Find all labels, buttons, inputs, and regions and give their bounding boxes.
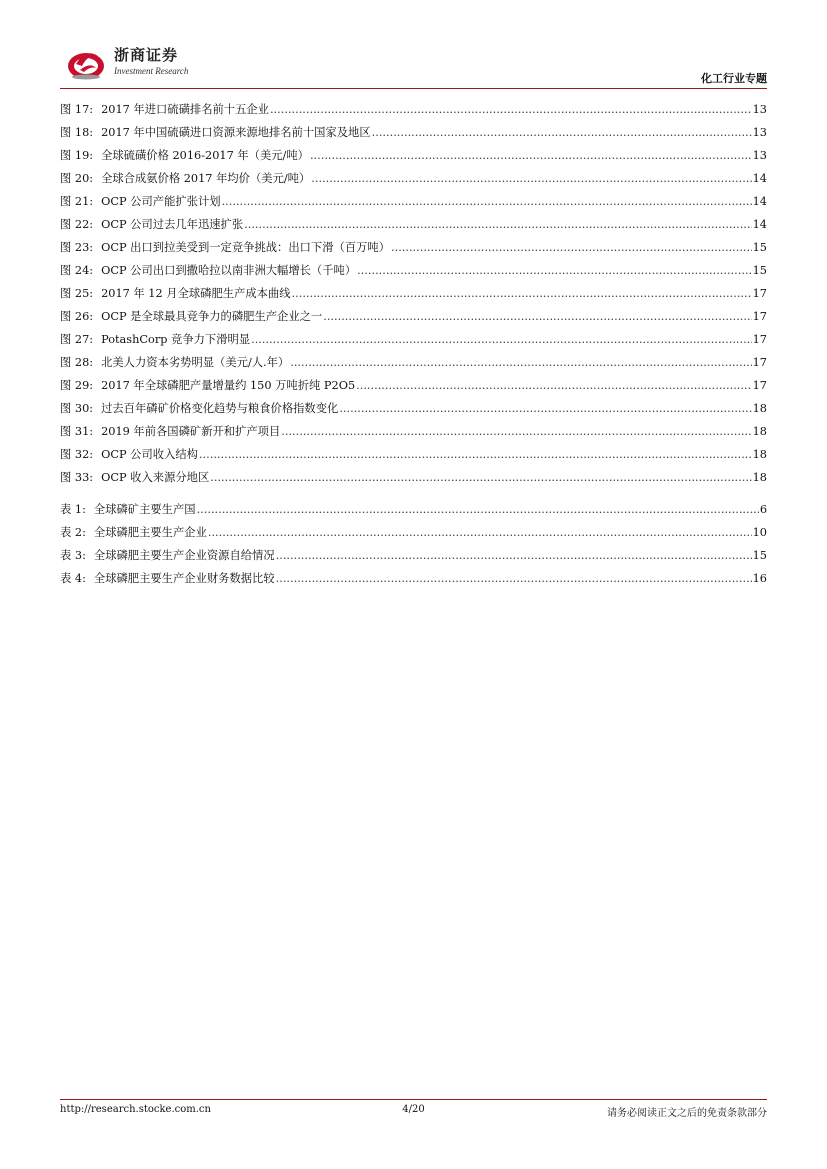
toc-entry[interactable]	[60, 331, 767, 354]
table-list	[60, 501, 767, 593]
entry-title: PotashCorp 竞争力下滑明显	[101, 333, 251, 346]
entry-number: 表 1:	[60, 503, 86, 516]
entry-page: 17	[752, 356, 767, 369]
entry-number: 图 24:	[60, 264, 94, 277]
entry-number: 图 30:	[60, 402, 94, 415]
entry-title: OCP 公司过去几年迅速扩张	[101, 218, 244, 231]
dot-leader	[391, 241, 752, 254]
dot-leader	[311, 172, 751, 185]
entry-title: 全球合成氨价格 2017 年均价（美元/吨）	[101, 172, 311, 185]
toc-entry[interactable]	[60, 377, 767, 400]
entry-number: 图 17:	[60, 103, 94, 116]
dot-leader	[197, 503, 759, 516]
website-link[interactable]: http://research.stocke.com.cn	[60, 1104, 211, 1115]
entry-number: 图 18:	[60, 126, 94, 139]
toc-entry[interactable]	[60, 501, 767, 524]
entry-number: 表 4:	[60, 572, 86, 585]
page-header	[60, 38, 767, 90]
entry-page: 15	[752, 241, 767, 254]
entry-number: 图 26:	[60, 310, 94, 323]
toc-entry[interactable]	[60, 524, 767, 547]
entry-title: 全球磷肥主要生产企业资源自给情况	[93, 549, 275, 562]
dot-leader	[372, 126, 752, 139]
figure-list	[60, 101, 767, 492]
dot-leader	[290, 356, 751, 369]
entry-number: 表 3:	[60, 549, 86, 562]
entry-page: 18	[752, 471, 767, 484]
toc-entry[interactable]	[60, 446, 767, 469]
entry-title: OCP 公司出口到撒哈拉以南非洲大幅增长（千吨）	[101, 264, 357, 277]
entry-number: 图 23:	[60, 241, 94, 254]
entry-number: 图 31:	[60, 425, 94, 438]
toc-entry[interactable]	[60, 469, 767, 492]
toc-entry[interactable]	[60, 124, 767, 147]
entry-title: 过去百年磷矿价格变化趋势与粮食价格指数变化	[101, 402, 339, 415]
entry-page: 13	[752, 103, 767, 116]
header-divider	[60, 88, 767, 89]
entry-title: OCP 是全球最具竞争力的磷肥生产企业之一	[101, 310, 323, 323]
brand-logo-icon	[66, 42, 106, 82]
toc-entry[interactable]	[60, 193, 767, 216]
dot-leader	[244, 218, 751, 231]
dot-leader	[310, 149, 752, 162]
entry-page: 15	[752, 264, 767, 277]
entry-page: 6	[759, 503, 767, 516]
entry-page: 18	[752, 448, 767, 461]
entry-number: 图 32:	[60, 448, 94, 461]
entry-title: 2017 年进口硫磺排名前十五企业	[101, 103, 269, 116]
disclaimer-note: 请务必阅读正文之后的免责条款部分	[607, 1108, 767, 1119]
entry-number: 图 28:	[60, 356, 94, 369]
entry-number: 图 20:	[60, 172, 94, 185]
brand-name-cn: 浙商证券	[114, 46, 179, 64]
entry-page: 14	[752, 172, 767, 185]
document-category: 化工行业专题	[701, 72, 767, 85]
entry-number: 图 22:	[60, 218, 94, 231]
entry-title: 2017 年中国硫磺进口资源来源地排名前十国家及地区	[101, 126, 371, 139]
page-number: 4/20	[402, 1104, 425, 1115]
entry-number: 图 27:	[60, 333, 94, 346]
dot-leader	[357, 264, 752, 277]
entry-page: 17	[752, 379, 767, 392]
entry-title: 全球磷肥主要生产企业	[93, 526, 207, 539]
entry-title: OCP 公司收入结构	[101, 448, 198, 461]
entry-title: 北美人力资本劣势明显（美元/人.年）	[101, 356, 290, 369]
entry-title: 全球磷肥主要生产企业财务数据比较	[93, 572, 275, 585]
entry-page: 15	[752, 549, 767, 562]
dot-leader	[276, 549, 752, 562]
toc-entry[interactable]	[60, 354, 767, 377]
dot-leader	[210, 471, 751, 484]
entry-number: 图 21:	[60, 195, 94, 208]
dot-leader	[276, 572, 752, 585]
toc-entry[interactable]	[60, 547, 767, 570]
entry-page: 13	[752, 149, 767, 162]
entry-title: 2017 年 12 月全球磷肥生产成本曲线	[101, 287, 291, 300]
entry-title: 2019 年前各国磷矿新开和扩产项目	[101, 425, 281, 438]
entry-page: 18	[752, 425, 767, 438]
dot-leader	[270, 103, 752, 116]
dot-leader	[356, 379, 751, 392]
entry-page: 14	[752, 195, 767, 208]
entry-title: OCP 收入来源分地区	[101, 471, 210, 484]
entry-page: 10	[752, 526, 767, 539]
entry-page: 18	[752, 402, 767, 415]
toc-entry[interactable]	[60, 308, 767, 331]
entry-title: 全球磷矿主要生产国	[93, 503, 196, 516]
page-footer	[60, 1104, 767, 1118]
toc-entry[interactable]	[60, 423, 767, 446]
entry-title: OCP 出口到拉美受到一定竞争挑战：出口下滑（百万吨）	[101, 241, 391, 254]
entry-number: 图 33:	[60, 471, 94, 484]
entry-title: OCP 公司产能扩张计划	[101, 195, 221, 208]
entry-page: 14	[752, 218, 767, 231]
brand-name-en: Investment Research	[114, 66, 189, 76]
dot-leader	[222, 195, 752, 208]
entry-title: 2017 年全球磷肥产量增量约 150 万吨折纯 P2O5	[101, 379, 356, 392]
footer-divider	[60, 1099, 767, 1100]
entry-page: 17	[752, 287, 767, 300]
entry-number: 图 19:	[60, 149, 94, 162]
dot-leader	[292, 287, 752, 300]
toc-entry[interactable]	[60, 285, 767, 308]
toc-entry[interactable]	[60, 400, 767, 423]
toc-entry[interactable]	[60, 101, 767, 124]
entry-title: 全球硫磺价格 2016-2017 年（美元/吨）	[101, 149, 309, 162]
entry-page: 17	[752, 310, 767, 323]
toc-entry[interactable]	[60, 170, 767, 193]
entry-page: 17	[752, 333, 767, 346]
toc-entry[interactable]	[60, 262, 767, 285]
entry-number: 图 25:	[60, 287, 94, 300]
dot-leader	[281, 425, 751, 438]
entry-number: 图 29:	[60, 379, 94, 392]
dot-leader	[251, 333, 752, 346]
dot-leader	[323, 310, 751, 323]
toc-entry[interactable]	[60, 570, 767, 593]
dot-leader	[199, 448, 752, 461]
dot-leader	[208, 526, 752, 539]
toc-entry[interactable]	[60, 216, 767, 239]
toc-entry[interactable]	[60, 147, 767, 170]
entry-page: 13	[752, 126, 767, 139]
dot-leader	[339, 402, 751, 415]
entry-page: 16	[752, 572, 767, 585]
toc-entry[interactable]	[60, 239, 767, 262]
entry-number: 表 2:	[60, 526, 86, 539]
